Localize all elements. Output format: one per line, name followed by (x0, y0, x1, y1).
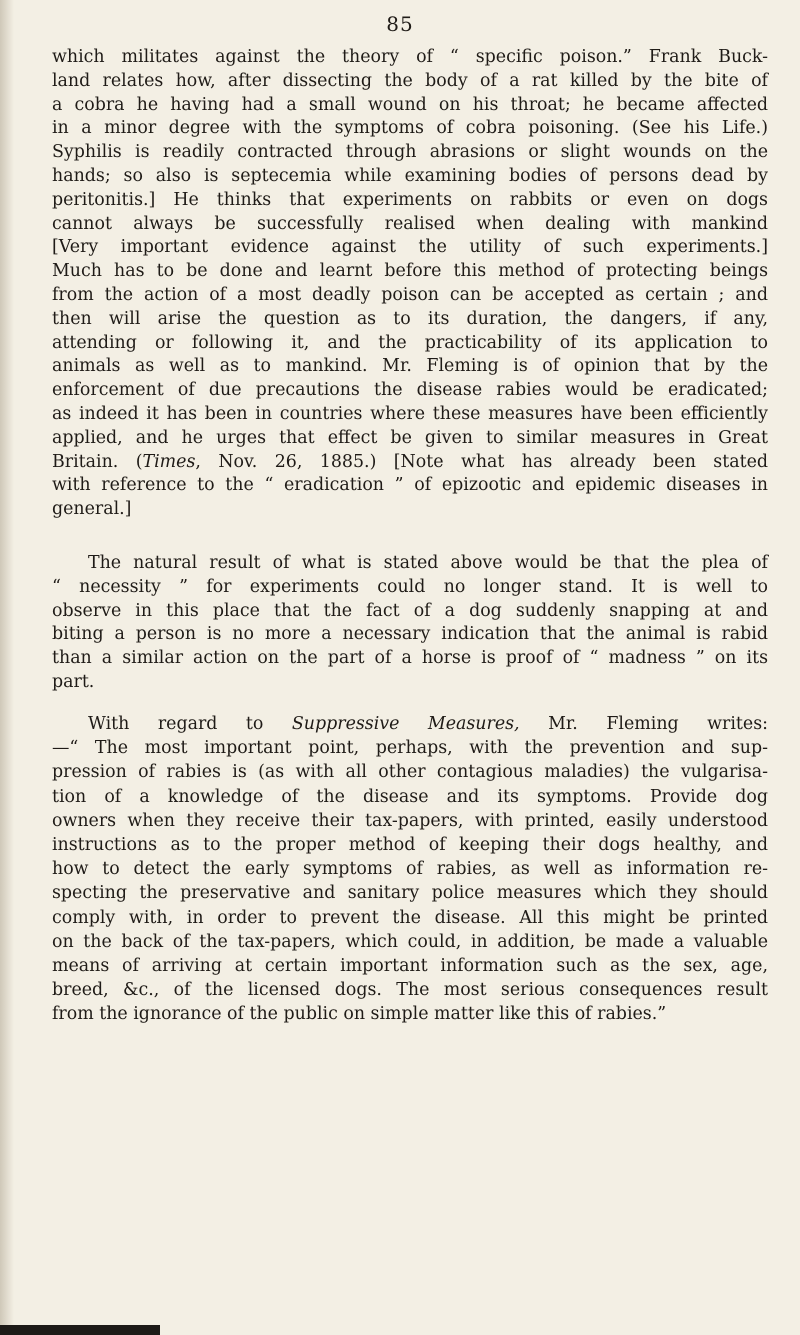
text-line: peritonitis.] He thinks that experiments on rabbits or even on dogs (52, 189, 768, 210)
text-line: means of arriving at certain important information such as the sex, age, (52, 956, 768, 977)
text-line: The natural result of what is stated above would be that the plea of (88, 553, 768, 573)
text-line: pression of rabies is (as with all other contagious maladies) the vulgarisa- (52, 762, 768, 783)
text-line: attending or following it, and the practicability of its application to (52, 332, 768, 353)
text-line: in a minor degree with the symptoms of cobra poisoning. (See his Life.) (52, 118, 768, 139)
text-line: hands; so also is septecemia while examining bodies of persons dead by (52, 165, 768, 186)
text-line: from the action of a most deadly poison can be accepted as certain ; and (52, 284, 768, 305)
text-line: “ necessity ” for experiments could no longer stand. It is well to (52, 576, 768, 597)
page-number: 85 (386, 12, 414, 36)
text-line: tion of a knowledge of the disease and its symptoms. Provide dog (52, 786, 768, 807)
page-edge-mark (0, 1325, 160, 1335)
text-line: comply with, in order to prevent the disease. All this might be printed (52, 907, 768, 928)
text-fragment: Britain. ( (52, 451, 143, 472)
text-line: a cobra he having had a small wound on his throat; he became affected (52, 94, 768, 115)
text-line: instructions as to the proper method of keeping their dogs healthy, and (52, 835, 768, 856)
text-line: biting a person is no more a necessary indication that the animal is rabid (52, 624, 768, 645)
text-fragment: , Nov. 26, 1885.) [Note what has already been stated (195, 451, 769, 472)
text-line (52, 712, 768, 736)
text-line: which militates against the theory of “ specific poison.” Frank Buck- (52, 47, 768, 67)
italic-heading: Suppressive Measures, (291, 714, 520, 734)
text-line: general.] (52, 499, 132, 520)
text-line: applied, and he urges that effect be given to similar measures in Great (52, 427, 768, 448)
text-fragment: With regard to (88, 714, 292, 734)
text-fragment: Mr. Fleming writes: (519, 714, 768, 734)
text-line: animals as well as to mankind. Mr. Fleming is of opinion that by the (52, 356, 768, 377)
text-line: observe in this place that the fact of a dog suddenly snapping at and (52, 600, 768, 621)
italic-title: Times (142, 451, 196, 472)
page-edge-shadow (0, 0, 14, 1335)
paragraph-2 (52, 552, 768, 695)
text-line: cannot always be successfully realised when dealing with mankind (52, 213, 768, 234)
paragraph-3 (52, 712, 768, 1027)
text-line: then will arise the question as to its duration, the dangers, if any, (52, 308, 768, 329)
text-line: enforcement of due precautions the disease rabies would be eradicated; (52, 380, 768, 401)
text-line: land relates how, after dissecting the body of a rat killed by the bite of (52, 70, 768, 91)
text-line: on the back of the tax-papers, which could, in addition, be made a valuable (52, 931, 768, 952)
text-line: Syphilis is readily contracted through abrasions or slight wounds on the (52, 142, 768, 163)
text-line: with reference to the “ eradication ” of epizootic and epidemic diseases in (52, 475, 768, 496)
text-line: —“ The most important point, perhaps, with the prevention and sup- (52, 738, 768, 759)
text-line: how to detect the early symptoms of rabies, as well as information re- (52, 859, 768, 880)
text-line: [Very important evidence against the utility of such experiments.] (52, 237, 768, 258)
text-line: breed, &c., of the licensed dogs. The most serious consequences result (52, 980, 768, 1001)
text-line (52, 451, 768, 475)
text-line: than a similar action on the part of a horse is proof of “ madness ” on its (52, 648, 768, 669)
paragraph-1 (52, 46, 768, 522)
text-line: as indeed it has been in countries where these measures have been efficiently (52, 403, 768, 424)
text-line: from the ignorance of the public on simple matter like this of rabies.” (52, 1004, 667, 1025)
text-line: owners when they receive their tax-papers, with printed, easily understood (52, 810, 768, 831)
text-line: Much has to be done and learnt before this method of protecting beings (52, 261, 768, 282)
text-line: part. (52, 671, 95, 692)
text-line: specting the preservative and sanitary police measures which they should (52, 883, 768, 904)
